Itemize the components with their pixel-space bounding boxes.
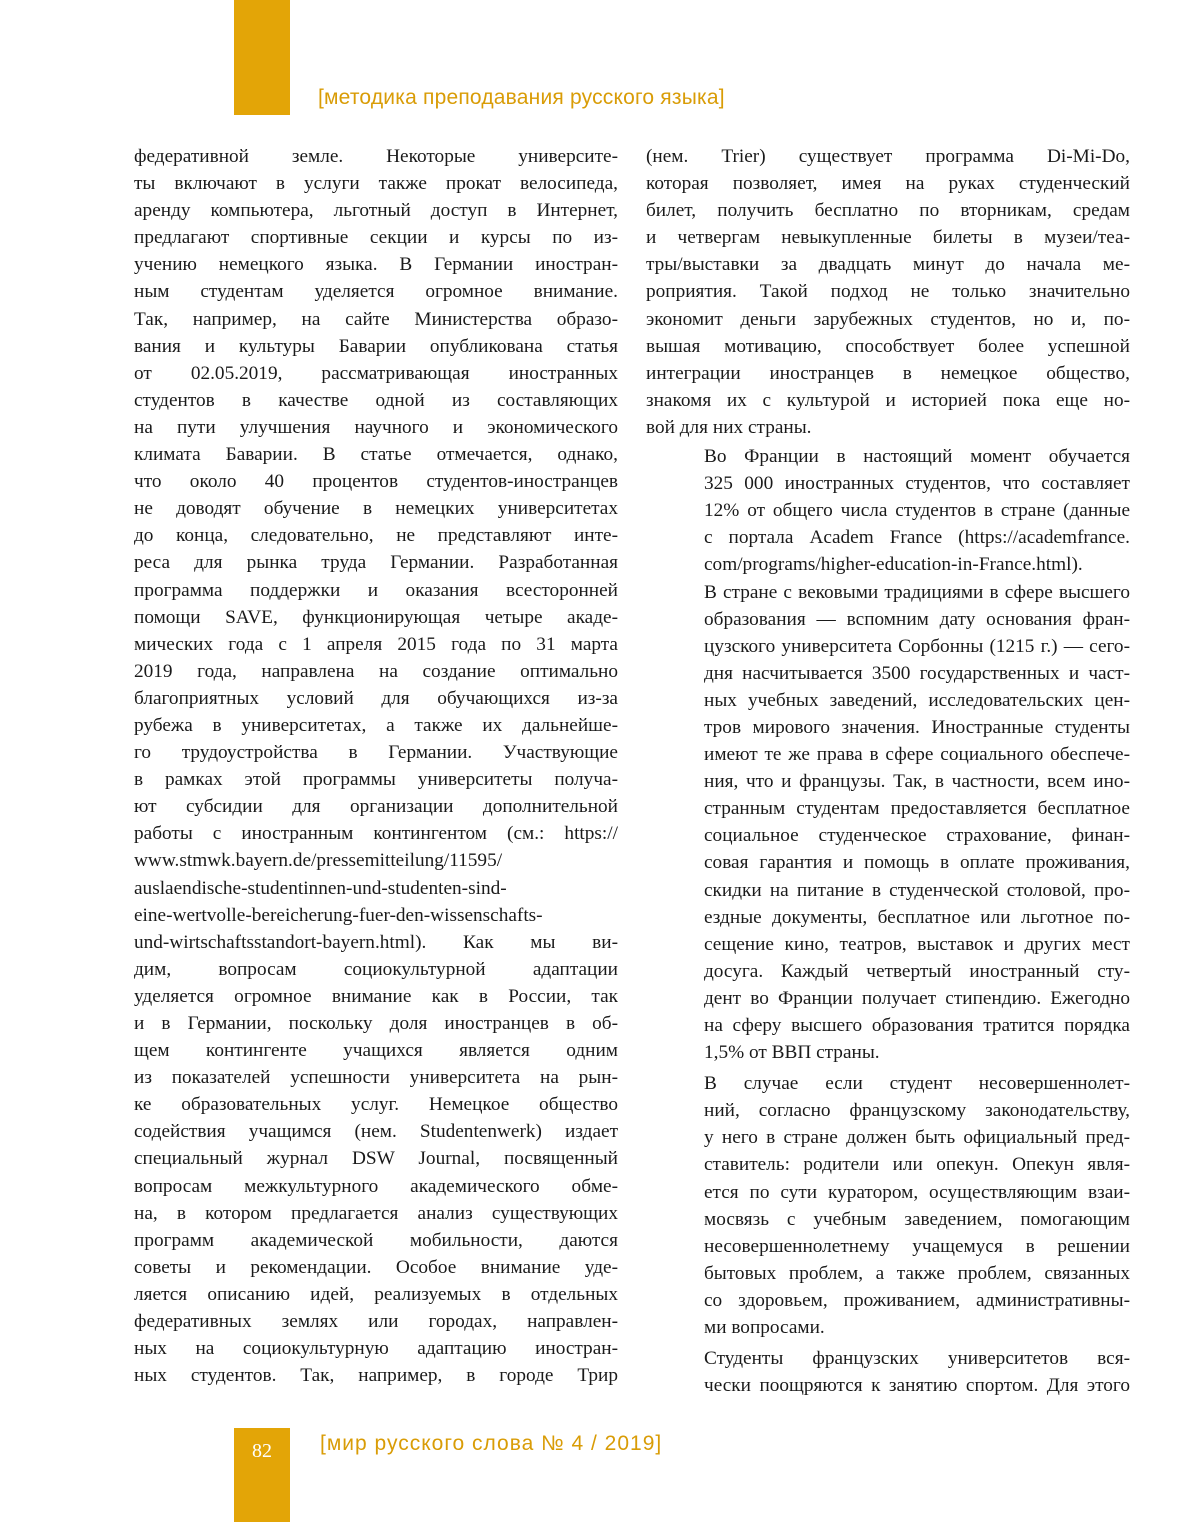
text-line: до конца, следовательно, не представляют инте- — [134, 525, 618, 547]
text-line: 1,5% от ВВП страны. — [704, 1042, 880, 1064]
text-line: аренду компьютера, льготный доступ в Интернет, — [134, 200, 618, 222]
text-line: на пути улучшения научного и экономического — [134, 416, 618, 438]
text-line: учению немецкого языка. В Германии иностран- — [134, 254, 618, 276]
text-line: в рамках этой программы университеты получа- — [134, 769, 618, 791]
text-line: дент во Франции получает стипендию. Ежегодно — [704, 987, 1130, 1009]
text-line: ми вопросами. — [704, 1317, 825, 1339]
text-line: помощи SAVE, функционирующая четыре акаде- — [134, 606, 618, 628]
text-line: В стране с вековыми традициями в сфере высшего — [704, 581, 1130, 603]
text-line: студентов в качестве одной из составляющих — [134, 389, 618, 411]
journal-title: [мир русского слова № 4 / 2019] — [320, 1432, 663, 1455]
text-line: сещение кино, театров, выставок и других мест — [704, 933, 1130, 955]
left-column — [134, 143, 618, 1389]
text-line: образования — вспомним дату основания фран- — [704, 608, 1130, 630]
right-column — [646, 143, 1130, 1399]
text-line: уделяется огромное внимание как в России, так — [134, 985, 618, 1007]
text-line: го трудоустройства в Германии. Участвующие — [134, 742, 618, 764]
text-line: тров мирового значения. Иностранные студенты — [704, 716, 1130, 738]
text-line: ляется описанию идей, реализуемых в отдельных — [134, 1283, 618, 1305]
text-line: интеграции иностранцев в немецкое общество, — [646, 362, 1130, 384]
text-line: у него в стране должен быть официальный пред- — [704, 1127, 1130, 1149]
text-line: мосвязь с учебным заведением, помогающим — [704, 1208, 1130, 1230]
text-line: ют субсидии для организации дополнительной — [134, 796, 618, 818]
text-line: со здоровьем, проживанием, административны- — [704, 1289, 1130, 1311]
text-line: тры/выставки за двадцать минут до начала ме- — [646, 254, 1130, 276]
text-line: ных на социокультурную адаптацию иностран- — [134, 1338, 618, 1360]
section-title: [методика преподавания русского языка] — [318, 86, 725, 109]
text-line: знакомя их с культурой и историей пока еще но- — [646, 389, 1130, 411]
text-line: auslaendische-studentinnen-und-studenten-sind- — [134, 877, 507, 899]
text-line: вышая мотивацию, способствует более успешной — [646, 335, 1130, 357]
text-line: не доводят обучение в немецких университетах — [134, 498, 618, 520]
text-line: ний, согласно французскому законодательству, — [704, 1100, 1130, 1122]
text-line: 325 000 иностранных студентов, что составляет — [704, 473, 1130, 495]
text-line: (нем. Trier) существует программа Di-Mi-Do, — [646, 146, 1130, 167]
text-line: скидки на питание в студенческой столовой, про- — [704, 879, 1130, 901]
text-line: предлагают спортивные секции и курсы по из- — [134, 227, 618, 249]
text-line: ты включают в услуги также прокат велосипеда, — [134, 173, 618, 195]
text-line: имеют те же права в сфере социального обеспече- — [704, 744, 1130, 766]
text-line: рубежа в университетах, а также их дальнейше- — [134, 714, 618, 736]
text-line: советы и рекомендации. Особое внимание уде- — [134, 1256, 618, 1278]
text-line: работы с иностранным контингентом (см.: https:// — [134, 823, 618, 845]
text-line: ния, что и французы. Так, в частности, всем ино- — [704, 771, 1130, 793]
text-line: содействия учащимся (нем. Studentenwerk) издает — [134, 1121, 618, 1143]
text-line: роприятия. Такой подход не только значительно — [646, 281, 1130, 303]
text-line: Во Франции в настоящий момент обучается — [704, 446, 1130, 468]
text-line: eine-wertvolle-bereicherung-fuer-den-wissenschafts- — [134, 904, 543, 926]
text-line: ке образовательных услуг. Немецкое общество — [134, 1094, 618, 1116]
text-line: com/programs/higher-education-in-France.html). — [704, 554, 1083, 576]
text-line: ных студентов. Так, например, в городе Трир — [134, 1365, 618, 1387]
text-line: и в Германии, поскольку доля иностранцев в об- — [134, 1013, 618, 1034]
text-line: ных учебных заведений, исследовательских цен- — [704, 689, 1130, 711]
text-line: экономит деньги зарубежных студентов, но и, по- — [646, 308, 1130, 330]
text-line: 2019 года, направлена на создание оптимально — [134, 660, 618, 682]
text-line: цузского университета Сорбонны (1215 г.) — сего- — [704, 635, 1130, 657]
right-paragraph-4 — [646, 1345, 1130, 1399]
text-line: реса для рынка труда Германии. Разработанная — [134, 552, 618, 574]
header-accent-bar — [234, 0, 290, 115]
text-line: ным студентам уделяется огромное внимание. — [134, 281, 618, 303]
text-line: досуга. Каждый четвертый иностранный сту- — [704, 960, 1130, 982]
text-line: www.stmwk.bayern.de/pressemitteilung/11595/ — [134, 850, 503, 872]
text-line: вой для них страны. — [646, 416, 812, 438]
text-line: несовершеннолетнему учащемуся в решении — [704, 1235, 1130, 1257]
text-line: совая гарантия и помощь в оплате проживания, — [704, 852, 1130, 874]
text-line: на, в котором предлагается анализ существующих — [134, 1202, 618, 1224]
text-line: щем контингенте учащихся является одним — [134, 1040, 618, 1062]
text-line: федеративных землях или городах, направлен- — [134, 1311, 618, 1333]
text-line: und-wirtschaftsstandort-bayern.html). Как мы ви- — [134, 931, 618, 953]
text-line: что около 40 процентов студентов-иностранцев — [134, 471, 618, 493]
text-line: вопросам межкультурного академического обме- — [134, 1175, 618, 1197]
text-line: и четвергам невыкупленные билеты в музеи/теа- — [646, 227, 1130, 249]
text-line: программ академической мобильности, даются — [134, 1229, 618, 1251]
text-line: ставитель: родители или опекун. Опекун явля- — [704, 1154, 1130, 1176]
text-line: Студенты французских университетов вся- — [704, 1348, 1130, 1370]
text-line: 12% от общего числа студентов в стране (данные — [704, 500, 1130, 522]
text-line: федеративной земле. Некоторые университе- — [134, 146, 618, 167]
right-paragraph-2 — [646, 443, 1130, 1066]
text-line: мических года с 1 апреля 2015 года по 31 марта — [134, 633, 618, 655]
text-line: билет, получить бесплатно по вторникам, средам — [646, 200, 1130, 222]
text-line: на сферу высшего образования тратится порядка — [704, 1015, 1130, 1036]
text-line: от 02.05.2019, рассматривающая иностранных — [134, 362, 618, 384]
text-line: В случае если студент несовершеннолет- — [704, 1073, 1130, 1095]
text-line: социальное студенческое страхование, финан- — [704, 825, 1130, 847]
text-line: ездные документы, бесплатное или льготное по- — [704, 906, 1130, 928]
text-line: которая позволяет, имея на руках студенческий — [646, 173, 1130, 195]
right-paragraph-1 — [646, 143, 1130, 441]
text-line: вания и культуры Баварии опубликована статья — [134, 335, 618, 357]
left-paragraph — [134, 143, 618, 1389]
text-line: чески поощряются к занятию спортом. Для этого — [704, 1375, 1130, 1397]
text-line: программа поддержки и оказания всесторонней — [134, 579, 618, 601]
text-line: Так, например, на сайте Министерства образо- — [134, 308, 618, 330]
text-line: дим, вопросам социокультурной адаптации — [134, 958, 618, 980]
text-line: с портала Academ France (https://academfrance. — [704, 527, 1130, 549]
text-line: специальный журнал DSW Journal, посвященный — [134, 1148, 618, 1170]
right-paragraph-3 — [646, 1070, 1130, 1341]
text-line: климата Баварии. В статье отмечается, однако, — [134, 444, 618, 466]
text-line: из показателей успешности университета на рын- — [134, 1067, 618, 1089]
text-line: ется по сути куратором, осуществляющим взаи- — [704, 1181, 1130, 1203]
page-number: 82 — [252, 1440, 272, 1462]
text-line: дня насчитывается 3500 государственных и част- — [704, 662, 1130, 684]
text-line: бытовых проблем, а также проблем, связанных — [704, 1262, 1130, 1284]
text-line: странным студентам предоставляется бесплатное — [704, 798, 1130, 820]
text-line: благоприятных условий для обучающихся из-за — [134, 687, 618, 709]
